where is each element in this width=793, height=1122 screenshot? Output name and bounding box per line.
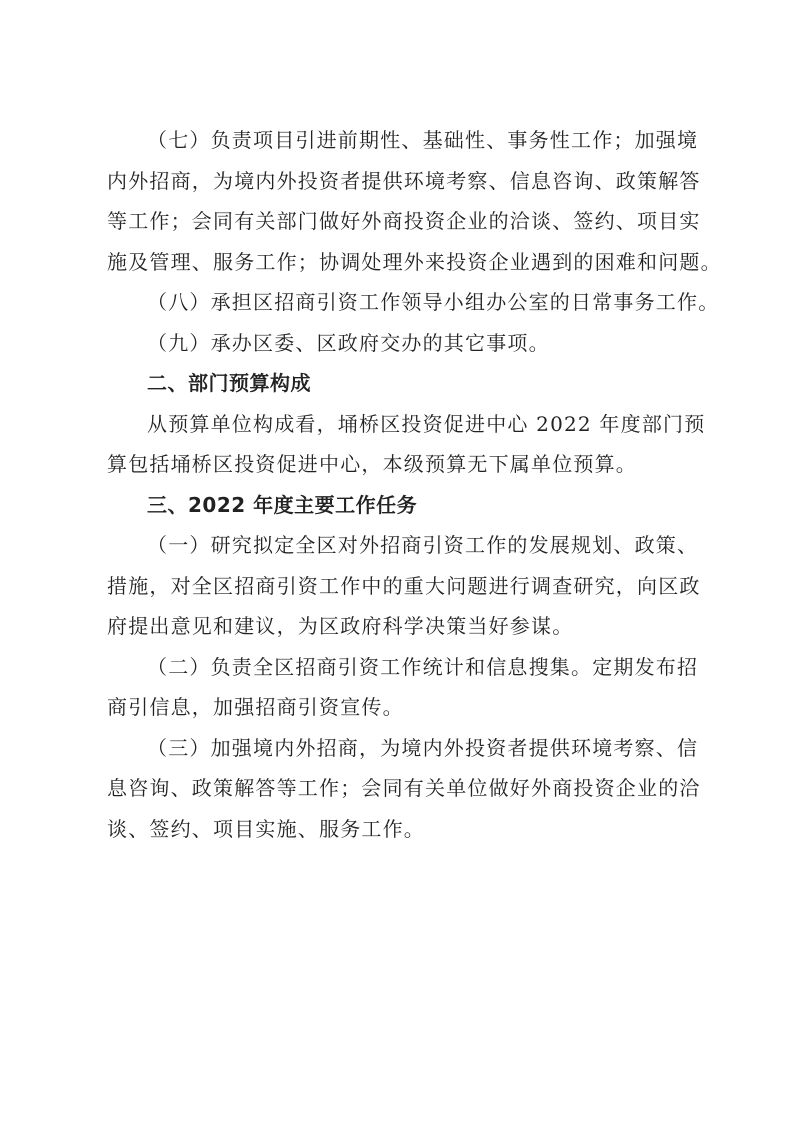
text-line: （一）研究拟定全区对外招商引资工作的发展规划、政策、 xyxy=(147,533,699,557)
text-line: 从预算单位构成看，埇桥区投资促进中心 2022 年度部门预 xyxy=(147,411,706,436)
paragraph-item-9 xyxy=(107,323,702,364)
text-line: 谈、签约、项目实施、服务工作。 xyxy=(107,816,425,841)
paragraph-task-3 xyxy=(107,728,702,850)
text-line: 等工作；会同有关部门做好外商投资企业的洽谈、签约、项目实 xyxy=(107,209,701,233)
paragraph-item-7 xyxy=(107,120,722,282)
paragraph-task-2 xyxy=(107,647,702,728)
paragraph-task-1 xyxy=(107,525,702,647)
section-heading-budget-structure: 二、部门预算构成 xyxy=(147,371,311,395)
text-line: （七）负责项目引进前期性、基础性、事务性工作；加强境 xyxy=(147,128,699,152)
text-line: （八）承担区招商引资工作领导小组办公室的日常事务工作。 xyxy=(147,290,720,314)
text-line: 息咨询、政策解答等工作；会同有关单位做好外商投资企业的洽 xyxy=(107,776,701,800)
text-line: 商引信息，加强招商引资宣传。 xyxy=(107,695,404,719)
document-body xyxy=(107,120,722,849)
text-line: 措施，对全区招商引资工作中的重大问题进行调查研究，向区政 xyxy=(107,573,701,598)
paragraph-item-8 xyxy=(107,282,720,323)
text-line: （九）承办区委、区政府交办的其它事项。 xyxy=(147,330,550,355)
text-line: 内外招商，为境内外投资者提供环境考察、信息咨询、政策解答 xyxy=(107,168,701,193)
text-line: （二）负责全区招商引资工作统计和信息搜集。定期发布招 xyxy=(147,654,699,679)
text-line: 算包括埇桥区投资促进中心，本级预算无下属单位预算。 xyxy=(107,452,637,476)
section-heading-main-tasks: 三、2022 年度主要工作任务 xyxy=(147,492,418,517)
text-line: 施及管理、服务工作；协调处理外来投资企业遇到的困难和问题。 xyxy=(107,249,722,274)
text-line: 府提出意见和建议，为区政府科学决策当好参谋。 xyxy=(107,614,574,638)
paragraph-budget-units xyxy=(107,404,706,485)
text-line: （三）加强境内外招商，为境内外投资者提供环境考察、信 xyxy=(147,735,699,760)
